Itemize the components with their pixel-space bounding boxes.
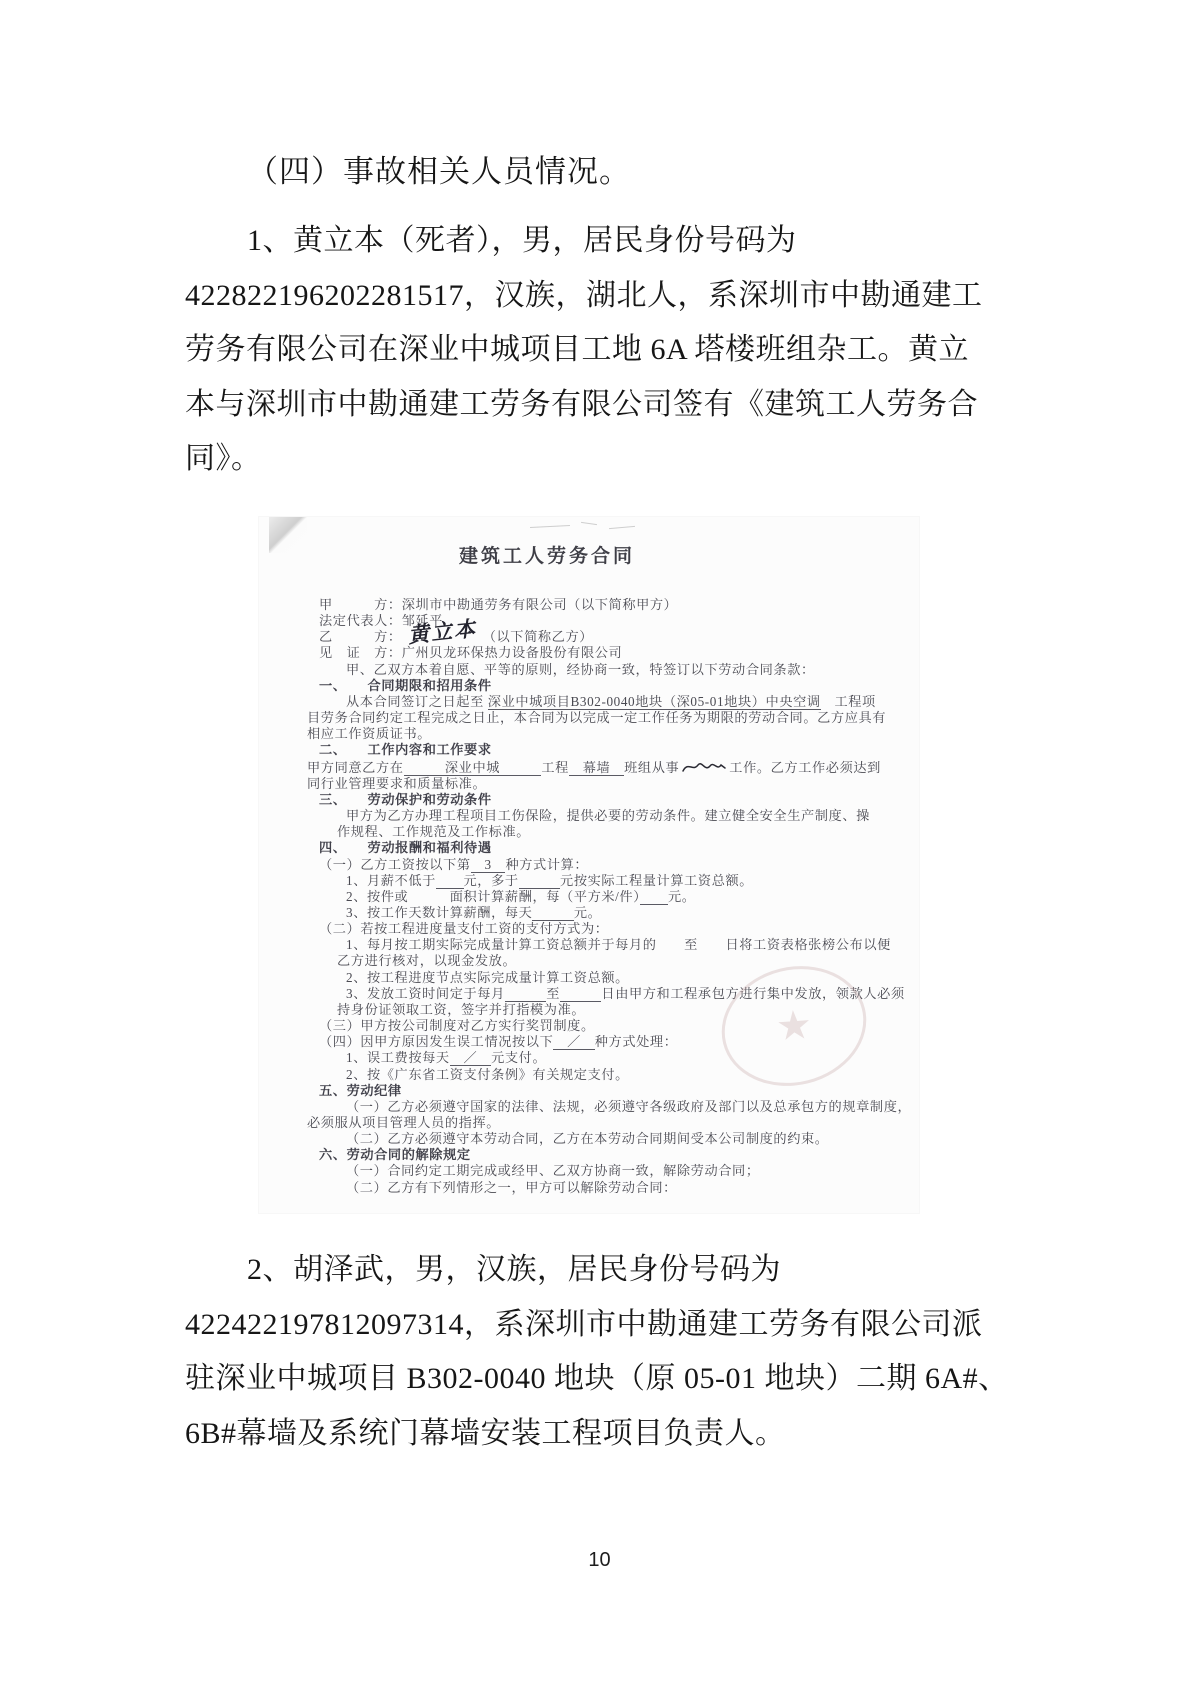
contract-line	[307, 710, 913, 726]
contract-text: （三）甲方按公司制度对乙方实行奖罚制度。	[319, 1018, 595, 1034]
contract-text: 五、劳动纪律	[319, 1082, 402, 1098]
contract-text: 二、 工作内容和工作要求	[319, 742, 492, 758]
text-line: 1、黄立本（死者），男，居民身份号码为	[247, 224, 797, 257]
contract-text	[640, 889, 668, 905]
contract-text: 甲方同意乙方在	[307, 759, 404, 775]
contract-text: （二）乙方有下列情形之一，甲方可以解除劳动合同：	[346, 1179, 677, 1195]
contract-text: 面积计算薪酬，每（平方米/件）	[449, 888, 641, 904]
contract-line	[346, 1131, 913, 1147]
contract-line	[307, 726, 913, 742]
contract-text: 法定代表人：邹延平	[319, 613, 444, 629]
contract-text: 班组从事	[624, 759, 680, 775]
contract-text: 工程项	[820, 693, 876, 709]
contract-text: 作规程、工作规范及工作标准。	[337, 824, 531, 840]
section-6-title	[319, 1147, 913, 1163]
contract-line	[307, 1115, 913, 1131]
contract-scan-image	[259, 517, 919, 1213]
contract-line	[346, 662, 913, 678]
contract-text: 3、按工作天数计算薪酬，每天	[346, 904, 533, 920]
contract-text: 元。	[573, 904, 602, 920]
handwriting-scribble	[681, 759, 727, 775]
contract-text: 见 证 方：广州贝龙环保热力设备股份有限公司	[319, 645, 623, 661]
contract-text: ／	[449, 1050, 492, 1066]
contract-line	[307, 776, 913, 792]
section-1-title	[319, 678, 913, 694]
contract-text: 元，多于	[463, 872, 519, 888]
contract-line	[319, 921, 913, 937]
contract-line	[346, 873, 913, 889]
contract-text: 必须服从项目管理人员的指挥。	[307, 1115, 501, 1130]
contract-text: 乙方进行核对，以现金发放。	[337, 953, 517, 969]
contract-text	[505, 986, 546, 1002]
contract-body	[307, 597, 913, 1196]
contract-text: ／	[553, 1034, 595, 1050]
contract-text: 2、按件或	[346, 888, 409, 904]
contract-text: 3	[470, 856, 506, 872]
contract-text: 至	[546, 985, 561, 1001]
section-5-title	[319, 1083, 913, 1099]
contract-line	[346, 937, 913, 953]
contract-text: 1、误工费按每天	[346, 1050, 450, 1066]
contract-text: 同行业管理要求和质量标准。	[307, 775, 487, 791]
contract-text: 三、 劳动保护和劳动条件	[319, 791, 492, 807]
contract-line	[346, 1180, 913, 1196]
contract-line	[337, 824, 913, 840]
contract-text: （二）若按工程进度量支付工资的支付方式为：	[319, 921, 609, 937]
contract-line	[346, 905, 913, 921]
contract-text: 幕墙	[568, 759, 625, 775]
contract-text: 甲方为乙方办理工程项目工伤保险，提供必要的劳动条件。建立健全安全生产制度、操	[346, 808, 870, 824]
contract-line	[319, 857, 913, 873]
text-line: 劳务有限公司在深业中城项目工地 6A 塔楼班组杂工。黄立	[185, 333, 970, 366]
contract-text: 工作。乙方工作必须达到	[729, 759, 881, 775]
contract-text: 元。	[667, 888, 696, 904]
contract-text: 六、劳动合同的解除规定	[319, 1147, 471, 1163]
contract-text: 元按实际工程量计算工资总额。	[560, 872, 754, 888]
party-a-line	[319, 597, 913, 613]
text-line: 422422197812097314，系深圳市中勘通建工劳务有限公司派	[185, 1307, 983, 1341]
page-fold-mark	[269, 517, 307, 553]
paragraph-victim-info	[185, 214, 1065, 487]
contract-text: （一）乙方工资按以下第	[319, 856, 471, 872]
contract-line	[346, 889, 913, 905]
star-icon: ★	[774, 1001, 814, 1050]
contract-text	[408, 889, 449, 904]
contract-text	[436, 873, 464, 889]
section-2-title	[319, 742, 913, 758]
contract-text: 元支付。	[491, 1050, 547, 1066]
pencil-mark	[530, 525, 570, 528]
contract-text: 2、按《广东省工资支付条例》有关规定支付。	[346, 1066, 629, 1082]
contract-line	[346, 1163, 913, 1179]
contract-text: （一）合同约定工期完成或经甲、乙双方协商一致，解除劳动合同；	[346, 1163, 760, 1179]
contract-text: （以下简称乙方）	[482, 629, 594, 645]
contract-text: 2、按工程进度节点实际完成量计算工资总额。	[346, 969, 629, 985]
contract-line	[337, 953, 913, 969]
contract-text: 从本合同签订之日起至	[346, 693, 488, 709]
contract-text	[532, 905, 573, 921]
contract-text: （一）乙方必须遵守国家的法律、法规，必须遵守各级政府及部门以及总承包方的规章制度，	[346, 1098, 912, 1114]
contract-text: 工程	[541, 759, 569, 775]
contract-text: 深业中城项目B302-0040地块（深05-01地块）中央空调	[487, 693, 821, 709]
contract-text	[560, 986, 601, 1002]
text-line: 6B#幕墙及系统门幕墙安装工程项目负责人。	[185, 1416, 786, 1450]
contract-text: 甲、乙双方本着自愿、平等的原则，经协商一致，特签订以下劳动合同条款：	[346, 661, 815, 677]
contract-text: 深业中城	[403, 759, 542, 775]
contract-text: 一、 合同期限和招用条件	[319, 677, 492, 693]
contract-text: 日由甲方和工程承包方进行集中发放，领款人必须	[601, 985, 905, 1001]
contract-text: 1、每月按工期实际完成量计算工资总额并于每月的 至 日将工资表格张榜公布以便	[346, 937, 891, 953]
signature-huang-liben: 黄立本	[406, 616, 478, 648]
contract-text: 甲 方：深圳市中勘通劳务有限公司（以下简称甲方）	[319, 597, 678, 612]
contract-text: 乙 方：	[319, 629, 402, 645]
text-line: 422822196202281517，汉族，湖北人，系深圳市中勘通建工	[185, 278, 983, 312]
paragraph-manager-info	[185, 1243, 1065, 1461]
witness-line	[319, 645, 913, 661]
contract-text: （二）乙方必须遵守本劳动合同，乙方在本劳动合同期间受本公司制度的约束。	[346, 1131, 829, 1147]
contract-text: 3、发放工资时间定于每月	[346, 985, 505, 1001]
contract-line	[346, 808, 913, 824]
section-heading: （四）事故相关人员情况。	[247, 154, 631, 189]
contract-text: （四）因甲方原因发生误工情况按以下	[319, 1034, 554, 1050]
contract-text: 四、 劳动报酬和福利待遇	[319, 840, 492, 856]
contract-text	[519, 873, 560, 889]
contract-text: 持身份证领取工资，签字并打指模为准。	[337, 1001, 586, 1017]
section-3-title	[319, 792, 913, 808]
contract-line	[307, 759, 913, 776]
text-line: 驻深业中城项目 B302-0040 地块（原 05-01 地块）二期 6A#、	[185, 1362, 1009, 1395]
text-line: 本与深圳市中勘通建工劳务有限公司签有《建筑工人劳务合	[185, 387, 978, 421]
contract-text: 种方式处理：	[594, 1034, 678, 1050]
text-line: 2、胡泽武，男，汉族，居民身份号码为	[247, 1253, 781, 1286]
contract-text: 种方式计算：	[505, 856, 589, 872]
page-number: 10	[588, 1549, 611, 1571]
contract-text: 1、月薪不低于	[346, 872, 436, 888]
contract-title: 建筑工人劳务合同	[459, 546, 636, 567]
contract-line	[346, 1099, 913, 1115]
pencil-mark	[581, 522, 597, 525]
text-line: 同》。	[185, 442, 262, 475]
contract-line	[346, 694, 913, 710]
pencil-mark	[609, 526, 635, 529]
contract-text: 相应工作资质证书。	[307, 726, 432, 742]
contract-text: 目劳务合同约定工程完成之日止，本合同为以完成一定工作任务为期限的劳动合同。乙方应具有	[307, 710, 887, 726]
section-4-title	[319, 840, 913, 856]
